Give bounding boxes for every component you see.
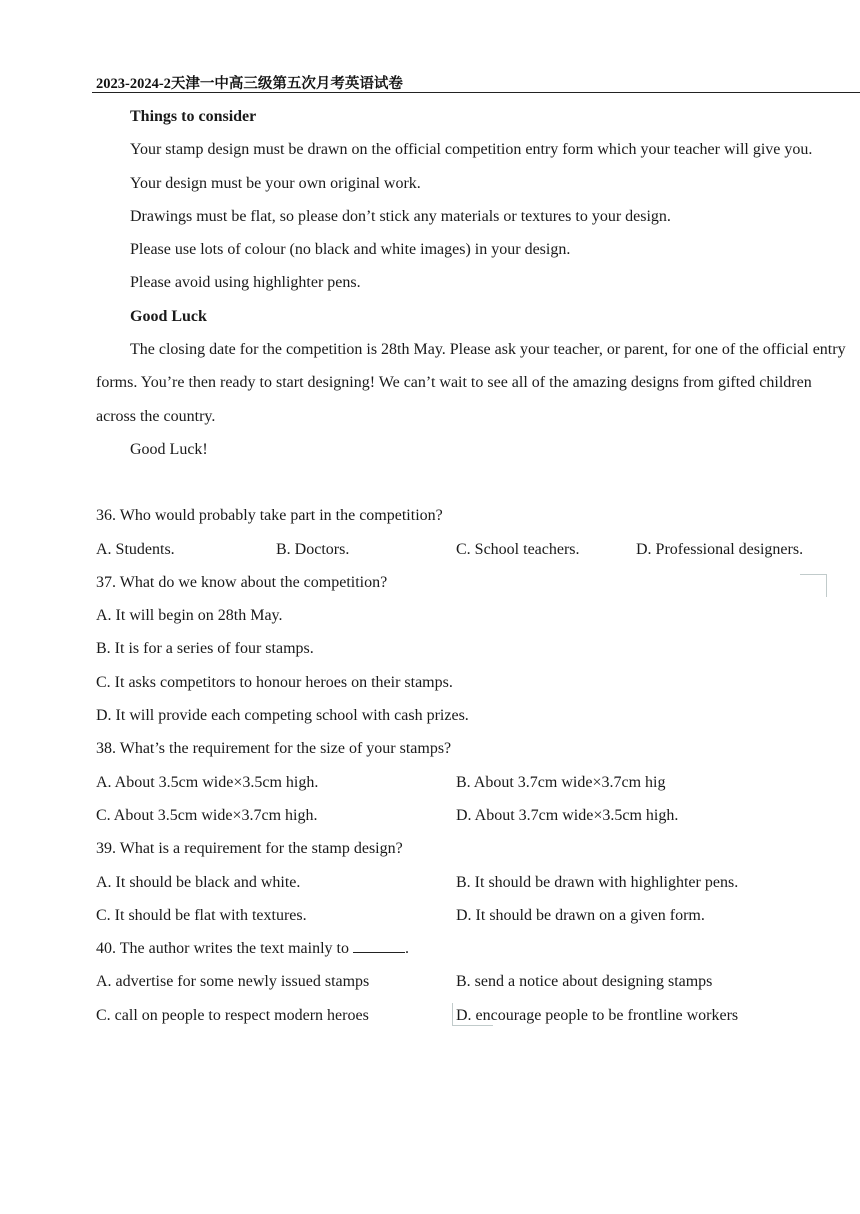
question-stem-tail: . bbox=[404, 940, 409, 958]
option-b[interactable]: B. It should be drawn with highlighter pens. bbox=[456, 873, 739, 891]
options-row bbox=[96, 766, 846, 799]
questions-section bbox=[96, 499, 846, 1032]
options-row bbox=[96, 965, 846, 998]
option-a[interactable]: A. It will begin on 28th May. bbox=[96, 607, 283, 625]
exam-title: 2023-2024-2天津一中高三级第五次月考英语试卷 bbox=[96, 76, 403, 92]
question-stem bbox=[96, 932, 846, 965]
question-stem: 36. Who would probably take part in the competition? bbox=[96, 507, 443, 525]
option-d[interactable]: D. About 3.7cm wide×3.5cm high. bbox=[456, 806, 679, 824]
consider-item: Your stamp design must be drawn on the official competition entry form which your teacher will give you. bbox=[130, 141, 813, 159]
question-37 bbox=[96, 566, 846, 732]
things-to-consider-section bbox=[96, 100, 846, 300]
options-row bbox=[96, 899, 846, 932]
consider-item: Please avoid using highlighter pens. bbox=[130, 274, 361, 292]
options-row bbox=[96, 533, 846, 566]
option-d[interactable]: D. It should be drawn on a given form. bbox=[456, 906, 705, 924]
question-stem: 38. What’s the requirement for the size of your stamps? bbox=[96, 740, 452, 758]
options-row bbox=[96, 866, 846, 899]
option-d[interactable]: D. encourage people to be frontline workers bbox=[456, 1006, 739, 1024]
question-stem: 37. What do we know about the competition? bbox=[96, 573, 388, 591]
good-luck-heading: Good Luck bbox=[130, 307, 207, 325]
option-b[interactable]: B. Doctors. bbox=[276, 540, 350, 558]
option-c[interactable]: C. School teachers. bbox=[456, 540, 580, 558]
options-row bbox=[96, 999, 846, 1032]
option-b[interactable]: B. send a notice about designing stamps bbox=[456, 973, 713, 991]
option-a[interactable]: A. Students. bbox=[96, 540, 175, 558]
document-body bbox=[96, 100, 846, 1032]
option-b[interactable]: B. It is for a series of four stamps. bbox=[96, 640, 314, 658]
good-luck-closing: Good Luck! bbox=[130, 440, 208, 458]
question-36 bbox=[96, 499, 846, 566]
option-c[interactable]: C. About 3.5cm wide×3.7cm high. bbox=[96, 806, 318, 824]
option-a[interactable]: A. advertise for some newly issued stamps bbox=[96, 973, 370, 991]
option-c[interactable]: C. It asks competitors to honour heroes on their stamps. bbox=[96, 673, 453, 691]
answer-blank bbox=[353, 938, 405, 953]
question-40 bbox=[96, 932, 846, 1032]
question-stem-text: 40. The author writes the text mainly to bbox=[96, 940, 349, 958]
question-38 bbox=[96, 732, 846, 832]
option-a[interactable]: A. It should be black and white. bbox=[96, 873, 301, 891]
consider-item: Your design must be your own original work. bbox=[130, 174, 421, 192]
options-row bbox=[96, 799, 846, 832]
option-c[interactable]: C. It should be flat with textures. bbox=[96, 906, 307, 924]
good-luck-paragraph: The closing date for the competition is 28th May. Please ask your teacher, or parent, for one of the official entry forms. You’re then ready to start designing! We can’t wait to see all of the amazing designs from gifted children across the country. bbox=[96, 341, 846, 425]
option-d[interactable]: D. It will provide each competing school with cash prizes. bbox=[96, 707, 469, 725]
option-a[interactable]: A. About 3.5cm wide×3.5cm high. bbox=[96, 773, 319, 791]
things-to-consider-heading: Things to consider bbox=[130, 108, 257, 125]
question-stem: 39. What is a requirement for the stamp design? bbox=[96, 840, 403, 858]
question-39 bbox=[96, 832, 846, 932]
option-d[interactable]: D. Professional designers. bbox=[636, 540, 804, 558]
good-luck-section bbox=[96, 300, 846, 466]
section-gap bbox=[96, 466, 846, 499]
option-c[interactable]: C. call on people to respect modern heroes bbox=[96, 1006, 369, 1024]
option-b[interactable]: B. About 3.7cm wide×3.7cm hig bbox=[456, 773, 666, 791]
header-divider bbox=[92, 92, 860, 93]
consider-item: Please use lots of colour (no black and white images) in your design. bbox=[130, 241, 571, 259]
consider-item: Drawings must be flat, so please don’t stick any materials or textures to your design. bbox=[130, 207, 671, 225]
